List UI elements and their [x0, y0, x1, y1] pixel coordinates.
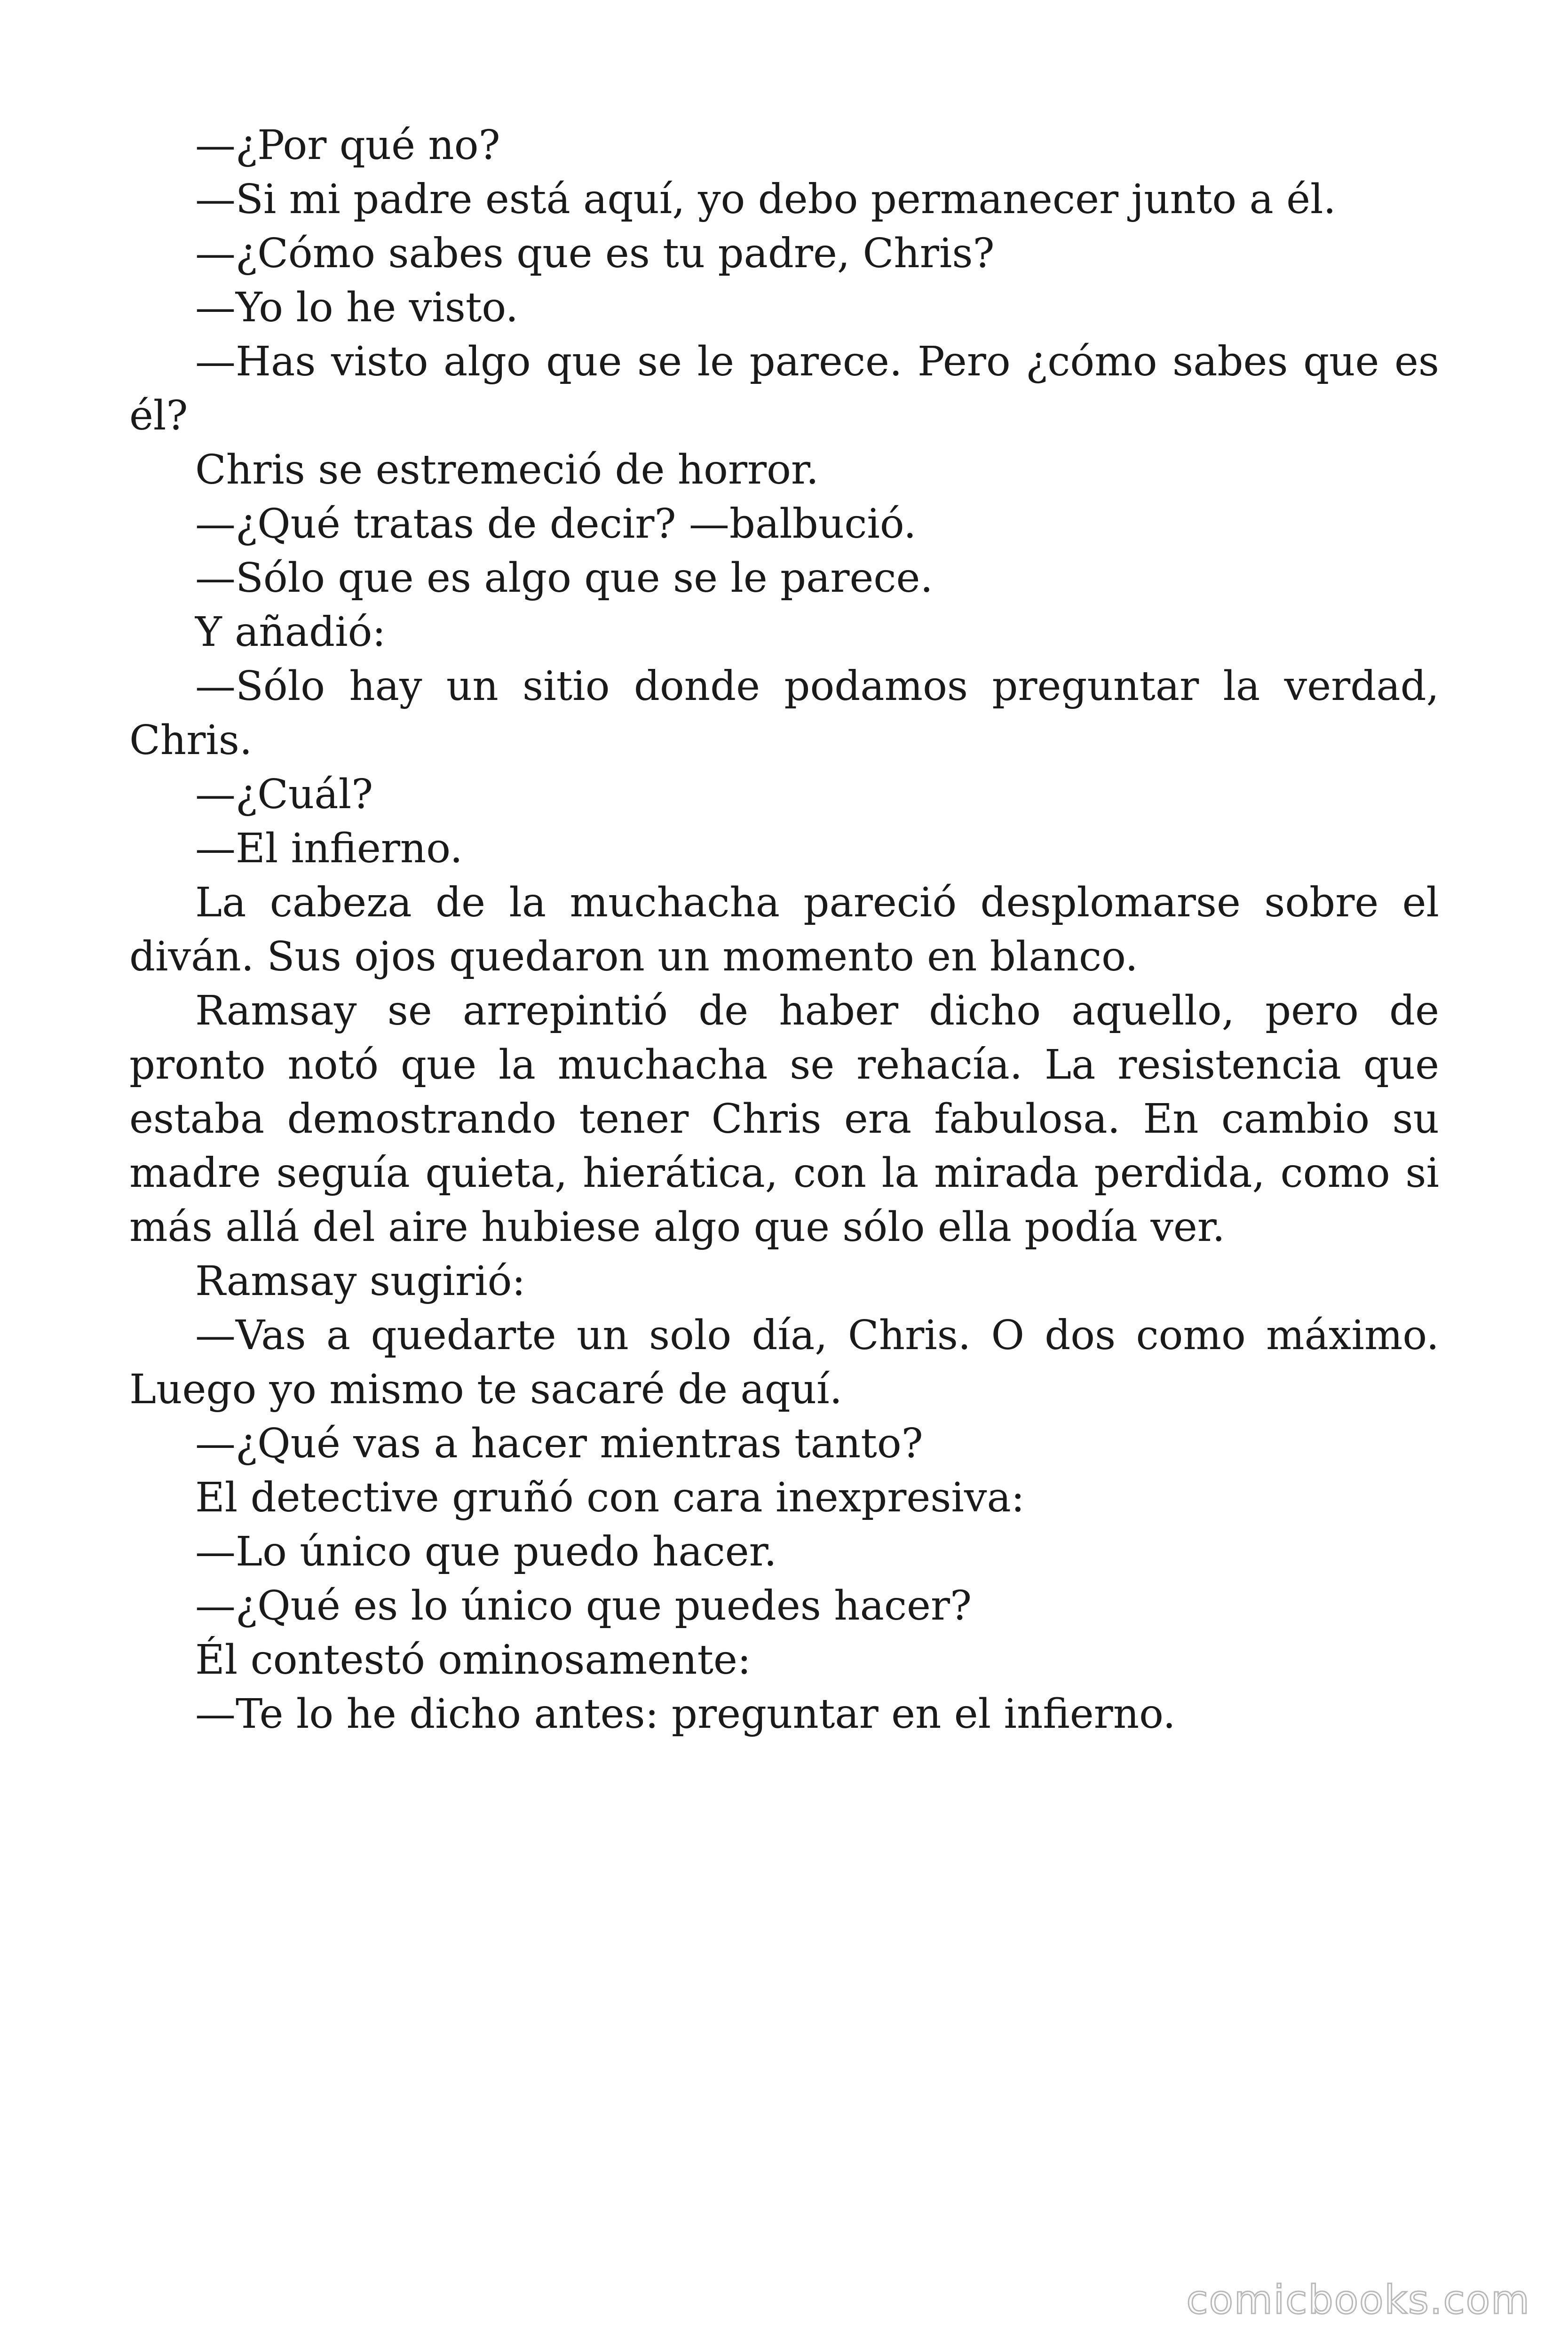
paragraph: Ramsay sugirió:	[195, 1258, 526, 1305]
paragraph: —Si mi padre está aquí, yo debo permanecer junto a él.	[195, 176, 1336, 223]
paragraph: Y añadió:	[195, 609, 386, 656]
paragraph: Chris se estremeció de horror.	[195, 446, 819, 493]
paragraph: El detective gruñó con cara inexpresiva:	[195, 1474, 1025, 1521]
paragraph: —¿Qué vas a hacer mientras tanto?	[195, 1420, 923, 1467]
body-text	[129, 119, 1439, 1741]
paragraph: —¿Qué tratas de decir? —balbució.	[195, 501, 917, 548]
paragraph: —¿Por qué no?	[195, 122, 500, 169]
paragraph: —Te lo he dicho antes: preguntar en el infierno.	[195, 1691, 1176, 1738]
watermark: comicbooks.com	[1186, 2277, 1530, 2323]
paragraph: —¿Cómo sabes que es tu padre, Chris?	[195, 230, 995, 277]
paragraph: Él contestó ominosamente:	[195, 1637, 751, 1684]
paragraph: —Has visto algo que se le parece. Pero ¿cómo sabes que es él?	[129, 338, 1439, 439]
paragraph: —Sólo que es algo que se le parece.	[195, 555, 933, 602]
paragraph: —Sólo hay un sitio donde podamos preguntar la verdad, Chris.	[129, 663, 1439, 764]
paragraph: —El infierno.	[195, 825, 463, 872]
paragraph: La cabeza de la muchacha pareció desplomarse sobre el diván. Sus ojos quedaron un momento en blanco.	[129, 879, 1439, 980]
paragraph: —Lo único que puedo hacer.	[195, 1528, 777, 1575]
paragraph: —¿Qué es lo único que puedes hacer?	[195, 1582, 972, 1629]
paragraph: —Vas a quedarte un solo día, Chris. O dos como máximo. Luego yo mismo te sacaré de aquí.	[129, 1312, 1439, 1413]
paragraph: —Yo lo he visto.	[195, 284, 519, 331]
paragraph: —¿Cuál?	[195, 771, 373, 818]
paragraph: Ramsay se arrepintió de haber dicho aquello, pero de pronto notó que la muchacha se rehacía. La resistencia que estaba demostrando tener Chris era fabulosa. En cambio su madre seguía quieta, hierática, con la mirada perdida, como si más allá del aire hubiese algo que sólo ella podía ver.	[129, 987, 1439, 1251]
